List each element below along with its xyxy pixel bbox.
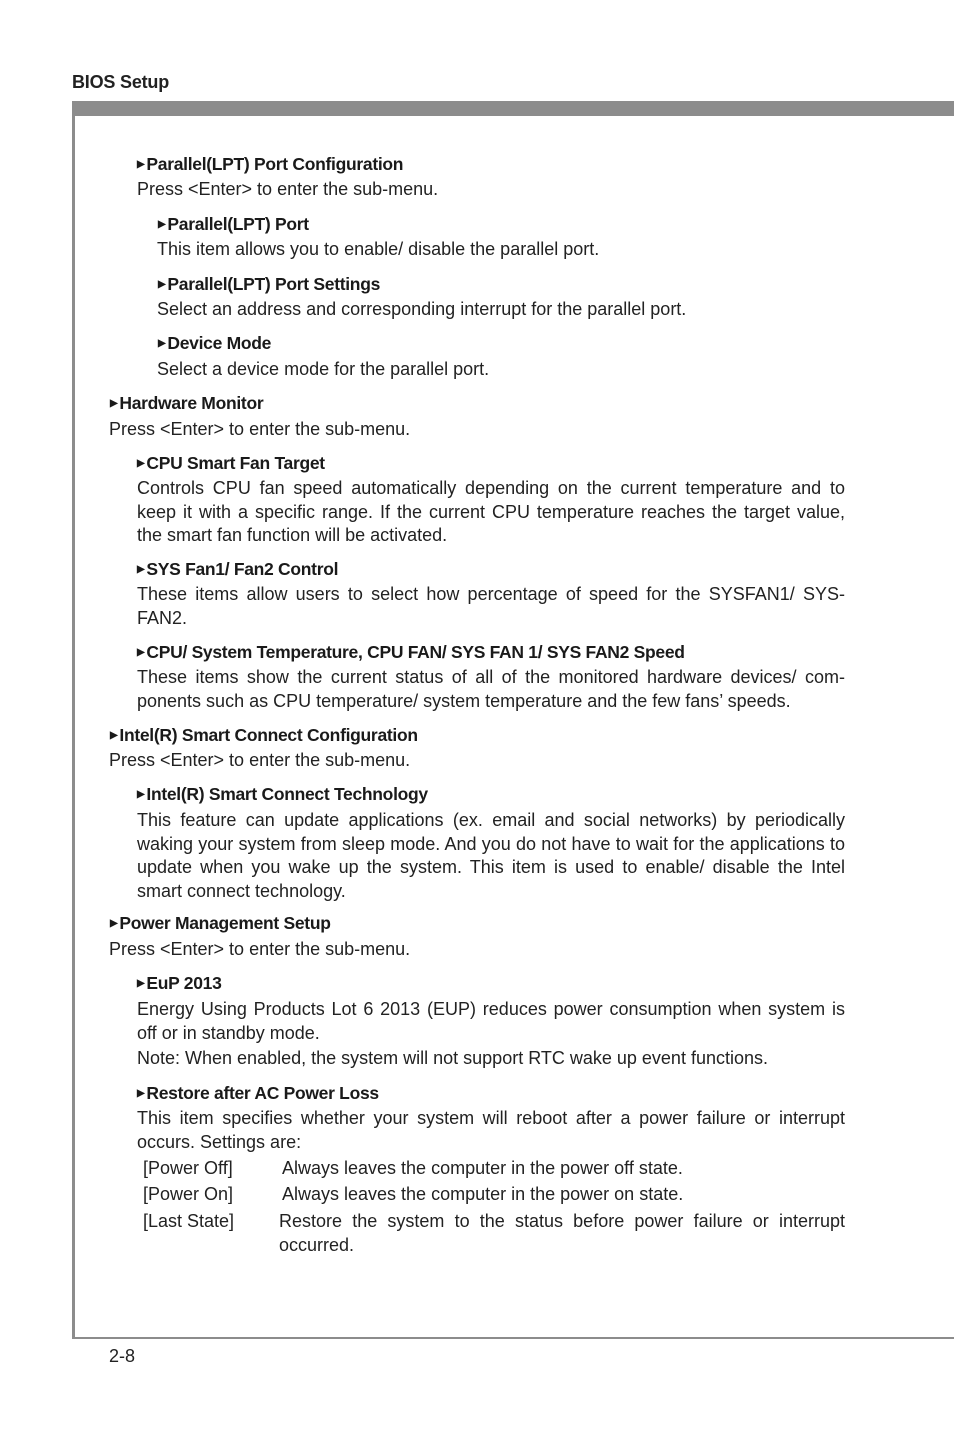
item-heading-parallel-port	[158, 214, 309, 235]
item-desc: Energy Using Products Lot 6 2013 (EUP) reduces power consumption when system is off or in standby mode.	[137, 999, 845, 1043]
triangle-bullet-icon: ▶	[158, 219, 166, 230]
page-number: 2-8	[109, 1346, 136, 1366]
heading-text: Power Management Setup	[119, 913, 331, 933]
option-value-last-state: Restore the system to the status before power failure or interrupt occurred.	[279, 1211, 845, 1255]
heading-text: Intel(R) Smart Connect Configuration	[119, 725, 418, 745]
item-desc: This feature can update applications (ex. email and social networks) by periodically waking your system from sleep mode. And you do not have to wait for the applications to update when you wake up the system. This item is used to enable/ disable the Intel smart connect technology.	[137, 810, 845, 901]
heading-text: CPU/ System Temperature, CPU FAN/ SYS FAN 1/ SYS FAN2 Speed	[146, 642, 685, 662]
item-heading-temperature-speed	[137, 642, 685, 663]
item-heading-parallel-port-settings	[158, 274, 380, 295]
triangle-bullet-icon: ▶	[137, 458, 145, 469]
heading-text: Hardware Monitor	[119, 393, 264, 413]
triangle-bullet-icon: ▶	[137, 159, 145, 170]
section-heading-power-management	[110, 913, 331, 934]
section-desc: Press <Enter> to enter the sub-menu.	[109, 750, 411, 770]
triangle-bullet-icon: ▶	[110, 918, 118, 929]
heading-text: Parallel(LPT) Port Settings	[167, 274, 381, 294]
heading-text: Parallel(LPT) Port Configuration	[146, 154, 404, 174]
triangle-bullet-icon: ▶	[137, 978, 145, 989]
option-key-last-state: [Last State]	[143, 1211, 235, 1231]
option-value-power-on: Always leaves the computer in the power on state.	[282, 1184, 684, 1204]
triangle-bullet-icon: ▶	[137, 647, 145, 658]
item-desc: This item allows you to enable/ disable the parallel port.	[157, 239, 600, 259]
item-heading-cpu-smart-fan	[137, 453, 325, 474]
section-desc: Press <Enter> to enter the sub-menu.	[109, 419, 411, 439]
heading-text: Restore after AC Power Loss	[146, 1083, 379, 1103]
item-desc: These items allow users to select how percentage of speed for the SYSFAN1/ SYS-FAN2.	[137, 584, 845, 628]
triangle-bullet-icon: ▶	[110, 730, 118, 741]
item-heading-restore-ac-power-loss	[137, 1083, 379, 1104]
item-desc: These items show the current status of all of the monitored hardware devices/ com-ponents such as CPU temperature/ system temperature and the few fans’ speeds.	[137, 667, 845, 711]
triangle-bullet-icon: ▶	[158, 279, 166, 290]
heading-text: CPU Smart Fan Target	[146, 453, 325, 473]
triangle-bullet-icon: ▶	[158, 338, 166, 349]
heading-text: EuP 2013	[146, 973, 222, 993]
item-desc: Select an address and corresponding interrupt for the parallel port.	[157, 299, 687, 319]
section-heading-hardware-monitor	[110, 393, 263, 414]
section-desc: Press <Enter> to enter the sub-menu.	[109, 939, 411, 959]
bottom-rule	[72, 1337, 954, 1339]
item-note: Note: When enabled, the system will not support RTC wake up event functions.	[137, 1048, 768, 1068]
triangle-bullet-icon: ▶	[137, 789, 145, 800]
item-heading-smart-connect-tech	[137, 784, 428, 805]
item-desc: Select a device mode for the parallel port.	[157, 359, 490, 379]
item-heading-sys-fan-control	[137, 559, 338, 580]
triangle-bullet-icon: ▶	[137, 1088, 145, 1099]
option-value-power-off: Always leaves the computer in the power off state.	[282, 1158, 683, 1178]
heading-text: SYS Fan1/ Fan2 Control	[146, 559, 339, 579]
heading-text: Parallel(LPT) Port	[167, 214, 309, 234]
option-key-power-off: [Power Off]	[143, 1158, 233, 1178]
triangle-bullet-icon: ▶	[137, 564, 145, 575]
item-desc: This item specifies whether your system will reboot after a power failure or interrupt occurs. Settings are:	[137, 1108, 845, 1152]
triangle-bullet-icon: ▶	[110, 398, 118, 409]
section-heading-smart-connect	[110, 725, 418, 746]
item-heading-eup-2013	[137, 973, 222, 994]
left-margin-bar	[72, 101, 75, 1339]
item-heading-device-mode	[158, 333, 271, 354]
section-desc: Press <Enter> to enter the sub-menu.	[137, 179, 439, 199]
heading-text: Intel(R) Smart Connect Technology	[146, 784, 428, 804]
heading-text: Device Mode	[167, 333, 272, 353]
header-bar	[72, 101, 954, 116]
option-key-power-on: [Power On]	[143, 1184, 234, 1204]
section-heading-parallel-config	[137, 154, 403, 175]
item-desc: Controls CPU fan speed automatically depending on the current temperature and to keep it with a specific range. If the current CPU temperature reaches the target value, the smart fan function will be activated.	[137, 478, 845, 545]
header-title: BIOS Setup	[72, 72, 170, 92]
